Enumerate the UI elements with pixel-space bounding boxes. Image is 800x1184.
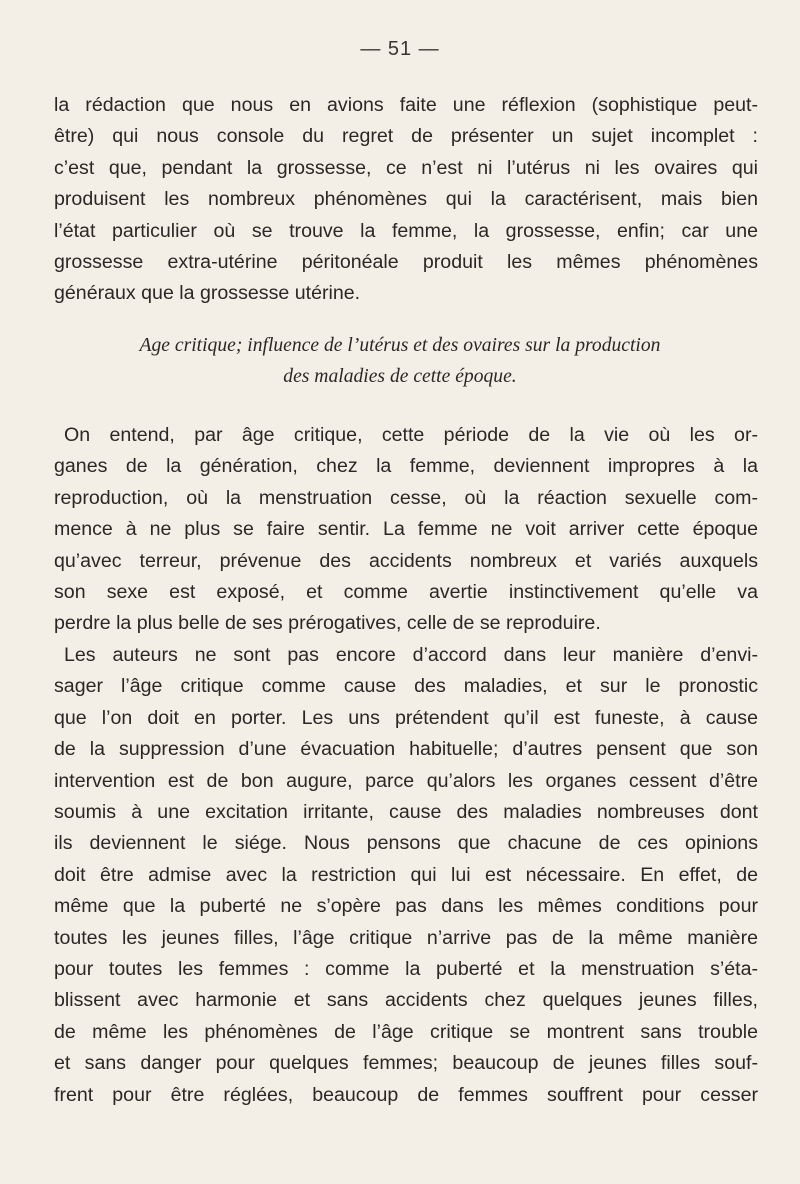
- text-line: et sans danger pour quelques femmes; beaucoup de jeunes filles souf-: [54, 1052, 758, 1075]
- text-line: sager l’âge critique comme cause des maladies, et sur le pronostic: [54, 675, 758, 698]
- text-line: généraux que la grossesse utérine.: [54, 282, 361, 305]
- text-line: blissent avec harmonie et sans accidents chez quelques jeunes filles,: [54, 989, 758, 1012]
- heading-line: Age critique; influence de l’utérus et des ovaires sur la production: [139, 335, 661, 356]
- text-line: toutes les jeunes filles, l’âge critique n’arrive pas de la même manière: [54, 926, 758, 949]
- text-line: être) qui nous console du regret de présenter un sujet incomplet :: [54, 125, 758, 148]
- page-number-header: — 51 —: [360, 38, 440, 60]
- heading-line: des maladies de cette époque.: [283, 366, 517, 387]
- text-line: Les auteurs ne sont pas encore d’accord dans leur manière d’envi-: [64, 644, 758, 666]
- text-line: ganes de la génération, chez la femme, deviennent impropres à la: [54, 455, 758, 478]
- text-line: c’est que, pendant la grossesse, ce n’est ni l’utérus ni les ovaires qui: [54, 156, 758, 179]
- text-line: son sexe est exposé, et comme avertie instinctivement qu’elle va: [54, 581, 758, 604]
- text-line: même que la puberté ne s’opère pas dans les mêmes conditions pour: [54, 895, 758, 918]
- text-line: soumis à une excitation irritante, cause des maladies nombreuses dont: [54, 801, 758, 824]
- section-heading: [0, 330, 800, 392]
- text-line: de même les phénomènes de l’âge critique se montrent sans trouble: [54, 1020, 758, 1043]
- text-line: mence à ne plus se faire sentir. La femme ne voit arriver cette époque: [54, 518, 758, 541]
- text-line: reproduction, où la menstruation cesse, où la réaction sexuelle com-: [54, 486, 758, 509]
- text-line: qu’avec terreur, prévenue des accidents nombreux et variés auxquels: [54, 549, 758, 572]
- text-line: frent pour être réglées, beaucoup de femmes souffrent pour cesser: [54, 1083, 758, 1106]
- text-line: l’état particulier où se trouve la femme, la grossesse, enfin; car une: [54, 219, 758, 242]
- text-line: perdre la plus belle de ses prérogatives, celle de se reproduire.: [54, 612, 601, 635]
- text-line: On entend, par âge critique, cette période de la vie où les or-: [64, 424, 758, 446]
- paragraph-3: [54, 640, 758, 1111]
- paragraph-2: [54, 420, 758, 640]
- text-line: ils deviennent le siége. Nous pensons que chacune de ces opinions: [54, 832, 758, 855]
- text-line: pour toutes les femmes : comme la puberté et la menstruation s’éta-: [54, 958, 758, 981]
- text-line: produisent les nombreux phénomènes qui la caractérisent, mais bien: [54, 188, 758, 211]
- text-line: de la suppression d’une évacuation habituelle; d’autres pensent que son: [54, 738, 758, 761]
- paragraph-1: [54, 90, 758, 310]
- text-line: intervention est de bon augure, parce qu’alors les organes cessent d’être: [54, 769, 758, 792]
- text-line: que l’on doit en porter. Les uns prétendent qu’il est funeste, à cause: [54, 706, 758, 729]
- text-line: grossesse extra-utérine péritonéale produit les mêmes phénomènes: [54, 251, 758, 274]
- text-line: la rédaction que nous en avions faite une réflexion (sophistique peut-: [54, 94, 758, 116]
- text-line: doit être admise avec la restriction qui lui est nécessaire. En effet, de: [54, 863, 758, 886]
